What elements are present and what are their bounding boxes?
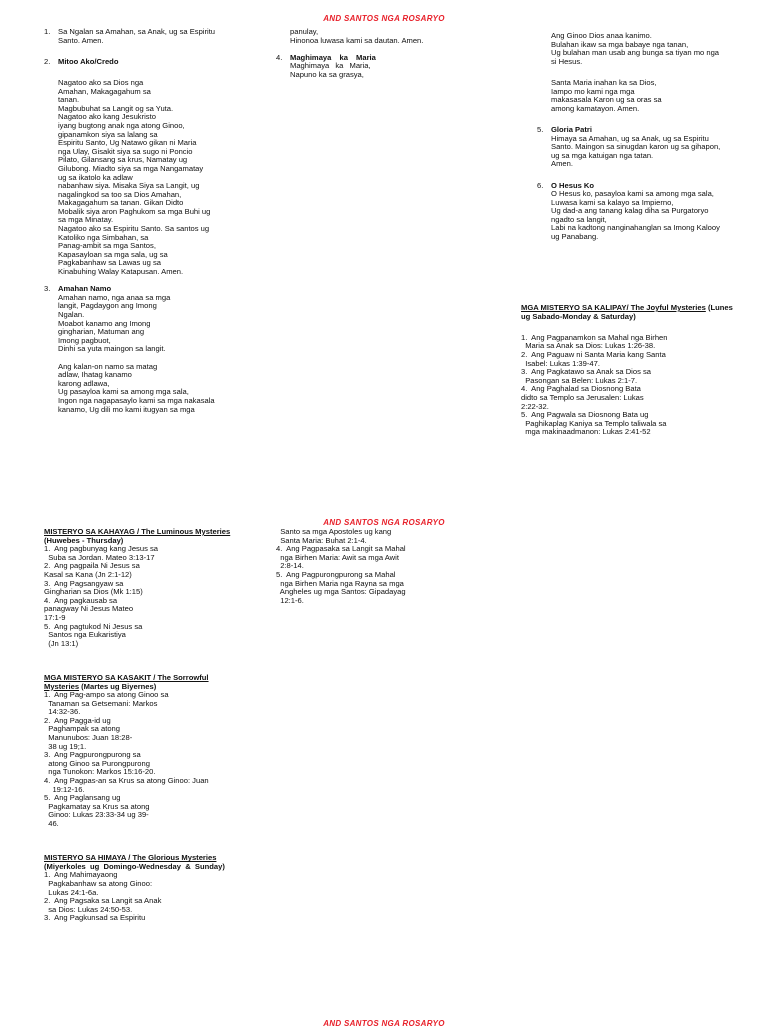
text-line: Santo. Amen. (58, 35, 104, 45)
text-line: ngadto sa langit, (551, 214, 607, 224)
list-item: nga Tunokon: Markos 15:16-20. (44, 767, 156, 777)
text-line: Napuno ka sa grasya, (290, 69, 364, 79)
mystery-list (44, 871, 244, 923)
joyful-mysteries (521, 304, 751, 437)
text-line: Nagatoo ako kang Jesukristo (58, 112, 156, 122)
text-line: Imong pagbuot, (58, 335, 111, 345)
prayer-number: 5. (537, 124, 544, 134)
text-line: Santo. Maingon sa sinugdan karon ug sa gihapon, (551, 142, 721, 152)
text-line: adlaw, Ihatag kanamo (58, 370, 132, 380)
list-item: 1. Ang pagbunyag kang Jesus sa (44, 544, 158, 554)
list-item: panagway Ni Jesus Mateo (44, 604, 134, 614)
text-line: Himaya sa Amahan, ug sa Anak, ug sa Espiritu (551, 133, 709, 143)
text-line: Kinabuhing Walay Katapusan. Amen. (58, 267, 184, 277)
list-item: atong Ginoo sa Purongpurong (44, 758, 150, 768)
list-item: Maria sa Anak sa Dios: Lukas 1:26-38. (521, 341, 656, 351)
list-item: Isabel: Lukas 1:39-47. (521, 358, 600, 368)
section-title-english: MGA MISTERYO SA KALIPAY/ The Joyful Mysteries (521, 303, 706, 312)
text-line: nabanhaw siya. Misaka Siya sa Langit, ug (58, 181, 200, 191)
list-item: didto sa Templo sa Jerusalen: Lukas (521, 392, 644, 402)
text-line: Ang kalan-on namo sa matag (58, 361, 158, 371)
text-line: langit, Pagdaygon ang Imong (58, 301, 157, 311)
text-line: Katoliko nga Simbahan, sa (58, 232, 149, 242)
list-item: 1. Ang Pagpanamkon sa Mahal nga Birhen (521, 332, 668, 342)
list-item: Gingharian sa Dios (Mk 1:15) (44, 587, 143, 597)
text-line: Bulahan ikaw sa mga babaye nga tanan, (551, 39, 689, 49)
list-item: Santos nga Eukaristiya (44, 630, 126, 640)
list-item: 2. Ang Pagsaka sa Langit sa Anak (44, 896, 162, 906)
text-line: Pilato, Gilansang sa krus, Namatay ug (58, 155, 188, 165)
text-line-justified: Panag-ambit sa mga Santos, (58, 241, 156, 251)
gloria-patri-text (537, 135, 747, 169)
list-item: 4. Ang Pagpas-an sa Krus sa atong Ginoo: Juan (44, 776, 209, 786)
text-line: Luwasa kami sa kalayo sa Impierno, (551, 197, 674, 207)
list-item: Paghikaplag Kaniya sa Templo taliwala sa (521, 418, 667, 428)
text-line: Iampo mo kami nga mga (551, 86, 635, 96)
amahan-namo-text (44, 294, 240, 414)
list-item: 46. (44, 819, 59, 828)
list-item: 1. Ang Pag-ampo sa atong Ginoo sa (44, 690, 169, 700)
prayer-number: 6. (537, 180, 544, 190)
text-line: ug sa ikatolo ka adlaw (58, 172, 133, 182)
o-hesus-ko-text (537, 190, 747, 242)
list-item: 1. Ang Mahimayaong (44, 870, 118, 880)
prayer-title: Amahan Namo (58, 284, 112, 294)
list-item: Pasongan sa Belen: Lukas 2:1-7. (521, 375, 638, 385)
text-line: nga Ulay, Gisakit siya sa sugo ni Poncio (58, 146, 193, 156)
text-line: O Hesus ko, pasayloa kami sa among mga sala, (551, 189, 714, 199)
prayer-number: 3. (44, 284, 51, 294)
text-line: tanan. (58, 95, 80, 105)
list-item: 14:32-36. (44, 707, 81, 717)
prayer-number: 4. (276, 52, 283, 62)
page2-column-1 (44, 528, 244, 923)
text-line: Amahan namo, nga anaa sa mga (58, 292, 171, 302)
text-line: Ug dad-a ang tanang kalag diha sa Purgatoryo (551, 206, 709, 216)
list-item: nga Birhen Maria nga Rayna sa mga (276, 578, 404, 588)
text-line: Ug bulahan man usab ang bunga sa tiyan mo nga (551, 48, 720, 58)
list-item: Lukas 24:1-6a. (44, 887, 99, 897)
text-line: Magbubuhat sa Langit og sa Yuta. (58, 103, 174, 113)
list-item: nga Birhen Maria: Awit sa mga Awit (276, 552, 399, 562)
list-item: 3. Ang Pagkunsad sa Espiritu (44, 913, 146, 923)
list-item: 4. Ang Paghalad sa Diosnong Bata (521, 384, 641, 394)
prayer-2-heading (44, 58, 240, 67)
list-item: Pagkabanhaw sa atong Ginoo: (44, 878, 153, 888)
text-line: gipanamkon siya sa lalang sa (58, 129, 158, 139)
list-item: 5. Ang pagtukod Ni Jesus sa (44, 621, 143, 631)
text-line: makasasala Karon ug sa oras sa (551, 95, 662, 105)
prayer-1 (44, 28, 240, 45)
section-title-days: (Martes ug Biyernes) (79, 681, 157, 691)
list-item: Tanaman sa Getsemani: Markos (44, 698, 158, 708)
text-line: sa mga Minatay. (58, 215, 114, 225)
page2-column-2 (276, 528, 476, 605)
text-line: ug sa mga katuigan nga tatan. (551, 150, 654, 160)
prayer-title: Mitoo Ako/Credo (58, 56, 119, 66)
list-item: Manunubos: Juan 18:28- (44, 733, 133, 743)
text-line: Nagatoo ako sa Dios nga (58, 77, 144, 87)
list-item: 17:1-9 (44, 612, 66, 622)
prayer-number: 2. (44, 56, 51, 66)
list-item: Kasal sa Kana (Jn 2:1-12) (44, 569, 132, 579)
text-line: Makagagahum sa tanan. Gikan Didto (58, 198, 184, 208)
text-line: Maghimaya ka Maria, (290, 61, 371, 71)
list-item: 2. Ang Pagga-id ug (44, 715, 111, 725)
list-item: Ginoo: Lukas 23:33-34 ug 39- (44, 810, 149, 820)
section-subtitle: (Miyerkoles ug Domingo-Wednesday & Sunday) (44, 861, 225, 871)
list-item: Paghampak sa atong (44, 724, 120, 734)
text-line: karong adlawa, (58, 378, 110, 388)
text-line: panulay, (290, 27, 319, 36)
list-item: 3. Ang Pagpurongpurong sa (44, 750, 141, 760)
text-line-justified: Pagkabanhaw sa Lawas ug sa (58, 258, 162, 268)
section-subtitle: (Huwebes - Thursday) (44, 535, 124, 545)
list-item: 12:1-6. (276, 595, 304, 605)
list-item: 3. Ang Pagkatawo sa Anak sa Dios sa (521, 367, 652, 377)
section-title: MISTERYO SA KAHAYAG / The Luminous Mysteries (44, 527, 231, 536)
list-item: mga makinaadmanon: Lukas 2:41-52 (521, 427, 651, 437)
list-item: 19:12-16. (44, 784, 85, 794)
section-title-english-cont: Mysteries (44, 681, 80, 691)
list-item: 2:8-14. (276, 561, 304, 571)
text-line: Hinonoa luwasa kami sa dautan. Amen. (290, 35, 424, 45)
prayer-title: O Hesus Ko (551, 180, 595, 190)
page-header-cut: AND SANTOS NGA ROSARYO (323, 1019, 445, 1028)
text-line: gingharian, Matuman ang (58, 327, 145, 337)
hail-mary-continued (537, 32, 747, 113)
text-line: Labi na kadtong nanginahanglan sa Imong Kalooy (551, 223, 720, 233)
text-line: Amahan, Makagagahum sa (58, 86, 151, 96)
section-title: MISTERYO SA HIMAYA / The Glorious Mysteries (44, 853, 217, 863)
text-line: Nagatoo ako sa Espiritu Santo. Sa santos ug (58, 224, 210, 234)
mystery-list (521, 334, 751, 437)
list-item: Angheles ug mga Santos: Gipadayag (276, 587, 406, 597)
list-item: 2. Ang pagpaila Ni Jesus sa (44, 561, 140, 571)
text-line-justified: Kapasayloan sa mga sala, ug sa (58, 249, 168, 259)
text-line: iyang bugtong anak nga atong Ginoo, (58, 120, 185, 130)
text-line: Sa Ngalan sa Amahan, sa Anak, ug sa Espiritu (58, 27, 216, 36)
list-item: 2:22-32. (521, 401, 549, 411)
text-line: Ngalan. (58, 310, 85, 319)
text-line: Moabot kanamo ang Imong (58, 318, 151, 328)
credo-text (44, 79, 240, 277)
text-line: nagalingkod sa too sa Dios Amahan, (58, 189, 182, 199)
text-line: Santa Maria inahan ka sa Dios, (551, 77, 657, 87)
text-line: Ug pasayloa kami sa among mga sala, (58, 387, 189, 397)
prayer-title: Gloria Patri (551, 124, 592, 134)
hail-mary-text (276, 62, 466, 79)
text-line: among kamatayon. Amen. (551, 103, 640, 113)
mystery-list (276, 528, 476, 605)
page1-column-3 (537, 32, 747, 242)
mystery-list (44, 691, 244, 829)
list-item: 5. Ang Paglansang ug (44, 793, 121, 803)
list-item: Santa Maria: Buhat 2:1-4. (276, 535, 367, 545)
section-title-english: MGA MISTERYO SA KASAKIT / The Sorrowful (44, 672, 209, 682)
text-line: Ang Ginoo Dios anaa kanimo. (551, 31, 652, 40)
list-item: 38 ug 19;1. (44, 741, 87, 751)
page-header: AND SANTOS NGA ROSARYO (323, 518, 445, 527)
text-line: Ingon nga nagapasaylo kami sa mga nakasala (58, 395, 215, 405)
text-line: si Hesus. (551, 56, 583, 66)
list-item: 2. Ang Paguaw ni Santa Maria kang Santa (521, 349, 666, 359)
page1-column-1 (44, 28, 240, 414)
list-item: 4. Ang pagkausab sa (44, 595, 118, 605)
text-line: Mobalik siya aron Paghukom sa mga Buhi ug (58, 206, 211, 216)
mystery-list (44, 545, 244, 648)
list-item: Santo sa mga Apostoles ug kang (276, 527, 392, 536)
prayer-number: 1. (44, 27, 51, 36)
list-item: 5. Ang Pagpurongpurong sa Mahal (276, 569, 396, 579)
page1-column-2 (276, 28, 466, 80)
page-header: AND SANTOS NGA ROSARYO (323, 14, 445, 23)
text-line: Dinhi sa yuta maingon sa langit. (58, 344, 166, 354)
list-item: (Jn 13:1) (44, 638, 79, 648)
amahan-namo-continued (276, 28, 466, 45)
list-item: 5. Ang Pagwala sa Diosnong Bata ug (521, 410, 649, 420)
text-line: Gilubong. Miadto siya sa mga Nangamatay (58, 163, 204, 173)
list-item: 4. Ang Pagpasaka sa Langit sa Mahal (276, 544, 406, 554)
list-item: Suba sa Jordan. Mateo 3:13-17 (44, 552, 155, 562)
list-item: sa Dios: Lukas 24:50-53. (44, 904, 133, 914)
text-line: kanamo, Ug dili mo kami itugyan sa mga (58, 404, 195, 414)
section-subtitle: ug Sabado-Monday & Saturday) (521, 311, 636, 321)
list-item: 3. Ang Pagsangyaw sa (44, 578, 124, 588)
section-title-days: (Lunes (705, 303, 733, 312)
list-item: Pagkamatay sa Krus sa atong (44, 801, 150, 811)
text-line: Amen. (551, 159, 573, 169)
prayer-title: Maghimaya ka Maria (290, 52, 376, 62)
text-line: Espiritu Santo, Ug Natawo gikan ni Maria (58, 138, 197, 148)
text-line: ug Panabang. (551, 232, 599, 242)
